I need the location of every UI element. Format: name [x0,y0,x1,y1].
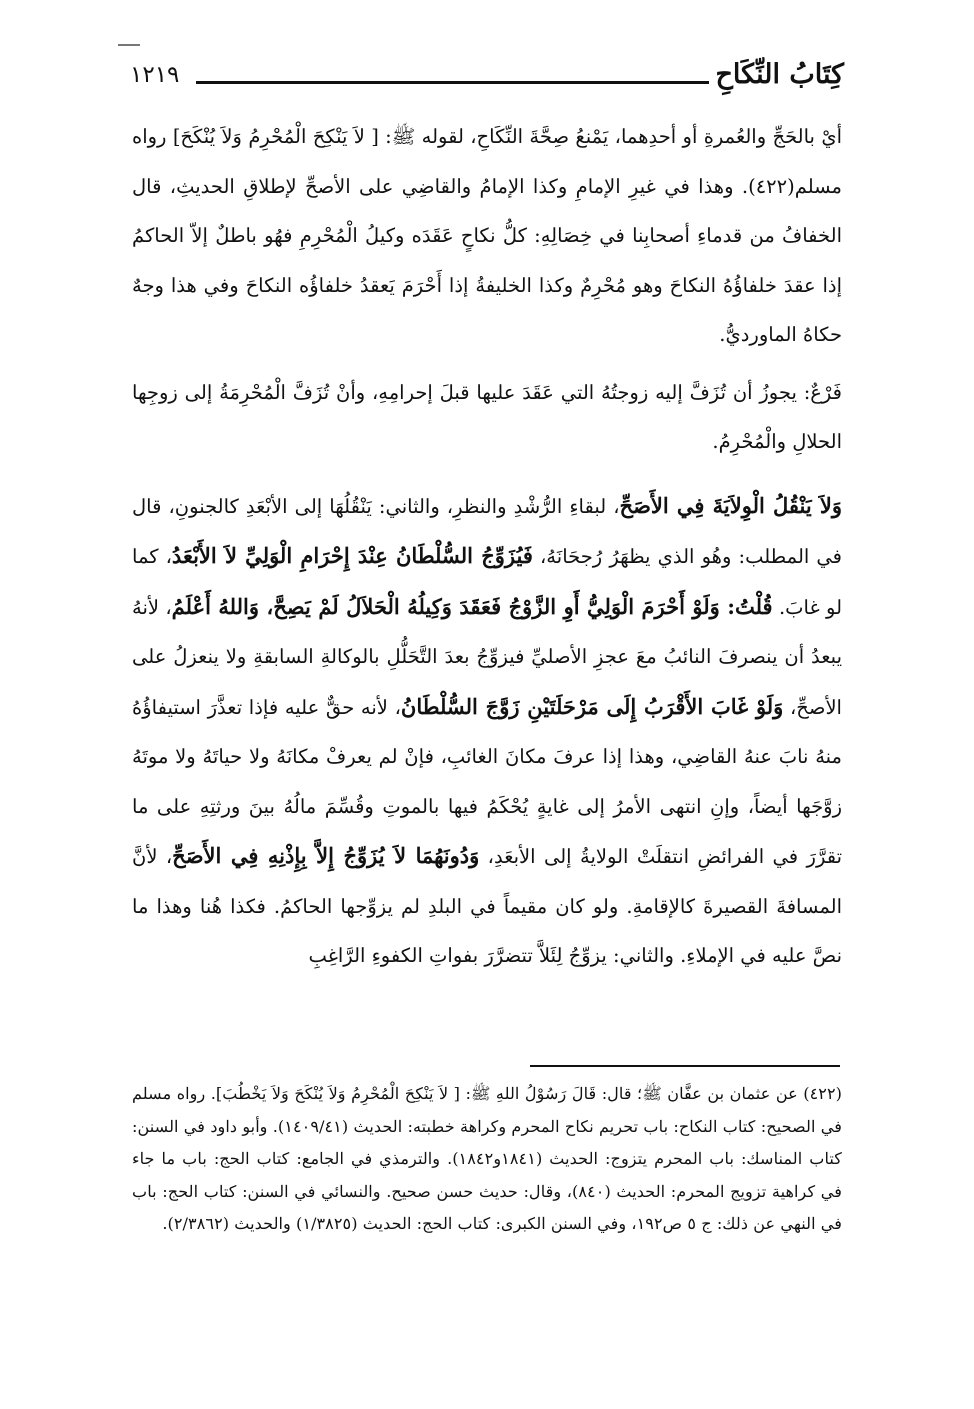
paragraph-far-zifaf: فَرْعٌ: يجوزُ أن تُزَفَّ إليه زوجتُهُ التي عَقَدَ عليها قبلَ إحرامِهِ، وأنْ تُزَفَّ الْمُحْرِمَةُ إلى زوجِها الحلالِ والْمُحْرِمُ. [132,380,842,453]
matn-text: وَلَوْ غَابَ الأَقْرَبُ إِلَى مَرْحَلَتَيْنِ زَوَّجَ السُّلْطَانُ [400,693,784,719]
page-number: ١٢١٩ [130,62,180,88]
footnote-422: (٤٢٢) عن عثمان بن عفَّان ﷺ؛ قال: قَالَ رَسُوْلُ اللهِ ﷺ: [ لاَ يَنْكِحَ الْمُحْرِمُ وَلاَ يُنْكَحَ وَلاَ يَخْطُبَ]. رواه مسلم في الصحيح: كتاب النكاح: باب تحريم نكاح المحرم وكراهة خطبته: الحديث (١٤٠٩/٤١). وأبو داود في السنن: كتاب المناسك: باب المحرم يتزوج: الحديث (١٨٤١و١٨٤٢). والترمذي في الجامع: كتاب الحج: باب ما جاء في كراهية تزويج المحرم: الحديث (٨٤٠)، وقال: حديث حسن صحيح. والنسائي في السنن: كتاب الحج: باب في النهي عن ذلك: ج ٥ ص١٩٢، وفي السنن الكبرى: كتاب الحج: الحديث (١/٣٨٢٥) والحديث (٢/٣٨٦٢). [132,1084,843,1233]
matn-text: قُلْتُ: وَلَوْ أَحْرَمَ الْوَلِيُّ أَوِ الزَّوْجُ فَعَقَدَ وَكِيلُهُ الْحَلاَلُ لَمْ يَصِحَّ، وَاللهُ أَعْلَمُ [171,593,773,619]
matn-text: وَلاَ يَنْقُلُ الْوِلاَيَةَ فِي الأَصَحِّ [619,492,842,518]
footnote-separator [530,1065,840,1067]
page-header [130,56,844,96]
sharh-text: ، لأنه حقٌّ عليه فإذا تعذَّرَ استيفاؤُهُ منهُ نابَ عنهُ القاضِي، وهذا إذا عرفَ مكانَ الغائبِ، فإنْ لم يعرفْ مكانَهُ ولا حياتَهُ ولا موتَهُ زوَّجَها أيضاً، وإنِ انتهى الأمرُ إلى غايةٍ يُحْكَمُ فيها بالموتِ وقُسِّمَ مالُهُ بينَ ورثتِهِ على ما تقرَّرَ في الفرائضِ انتقلَتْ الولايةُ إلى الأبعَدِ، [132,695,842,868]
sharh-text: ، كما لو غابَ. [132,545,843,619]
main-text [132,112,842,981]
paragraph-wilayah-transfer [132,481,842,981]
sharh-text: ، لأنهُ يبعدُ أن ينصرفَ النائبُ معَ عجزِ الأصليِّ فيزوِّجُ بعدَ التَّحَلُّلِ بالوكالةِ السابقةِ ولا ينعزلُ على الأصحِّ، [132,595,842,719]
matn-text: وَدُونَهُمَا لاَ يُزَوِّجُ إِلاَّ بِإِذْنِهِ فِي الأَصَحِّ [172,843,480,868]
matn-text: فَيُزَوِّجُ السُّلْطَانُ عِنْدَ إِحْرَامِ الْوَلِيِّ لاَ الأَبْعَدُ [171,543,533,568]
footnotes [132,1078,842,1241]
running-title: كِتَابُ النِّكَاحِ [715,59,844,90]
sharh-text: ، لبقاءِ الرُّشْدِ والنظرِ، والثاني: يَنْقُلُهَا إلى الأبْعَدِ كالجنونِ، قال في المطلب: وهُو الذي يظهَرُ رُجحَانَهُ، [132,494,843,568]
paragraph-ihram-invalidates-nikah: أيْ بالحَجِّ والعُمرةِ أو أحدِهما، يَمْنعُ صِحَّةَ النِّكَاحِ، لقوله ﷺ: [ لاَ يَنْكِحَ الْمُحْرِمُ وَلاَ يُنْكَحَ] رواه مسلم(٤٢٢). وهذا في غيرِ الإمامِ وكذا الإمامُ والقاضِي على الأصحِّ لإطلاقِ الحديثِ، قال الخفافُ من قدماءِ أصحابِنا في خِصَالِهِ: كلُّ نكاحٍ عَقَدَه وكيلُ الْمُحْرِمِ فهُو باطلٌ إلاّ الحاكمُ إذا عقدَ خلفاؤُهُ النكاحَ وهو مُحْرِمٌ وكذا الخليفةُ إذا أَحْرَمَ يَعقدُ خلفاؤُه النكاحَ وفي هذا وجهٌ حكاهُ الماورديُّ. [132,125,842,346]
sharh-text: ، لأنَّ المسافةَ القصيرةَ كالإقامةِ. ولو كان مقيماً في البلدِ لم يزوِّجها الحاكمُ. فكذا هُنا وهذا ما نصَّ عليه في الإملاءِ. والثاني: يزوِّجُ لِئَلاَّ تتضرَّرَ بفواتِ الكفوءِ الرَّاغِبِ [132,845,842,967]
scan-mark [118,44,140,46]
header-rule [196,81,709,84]
